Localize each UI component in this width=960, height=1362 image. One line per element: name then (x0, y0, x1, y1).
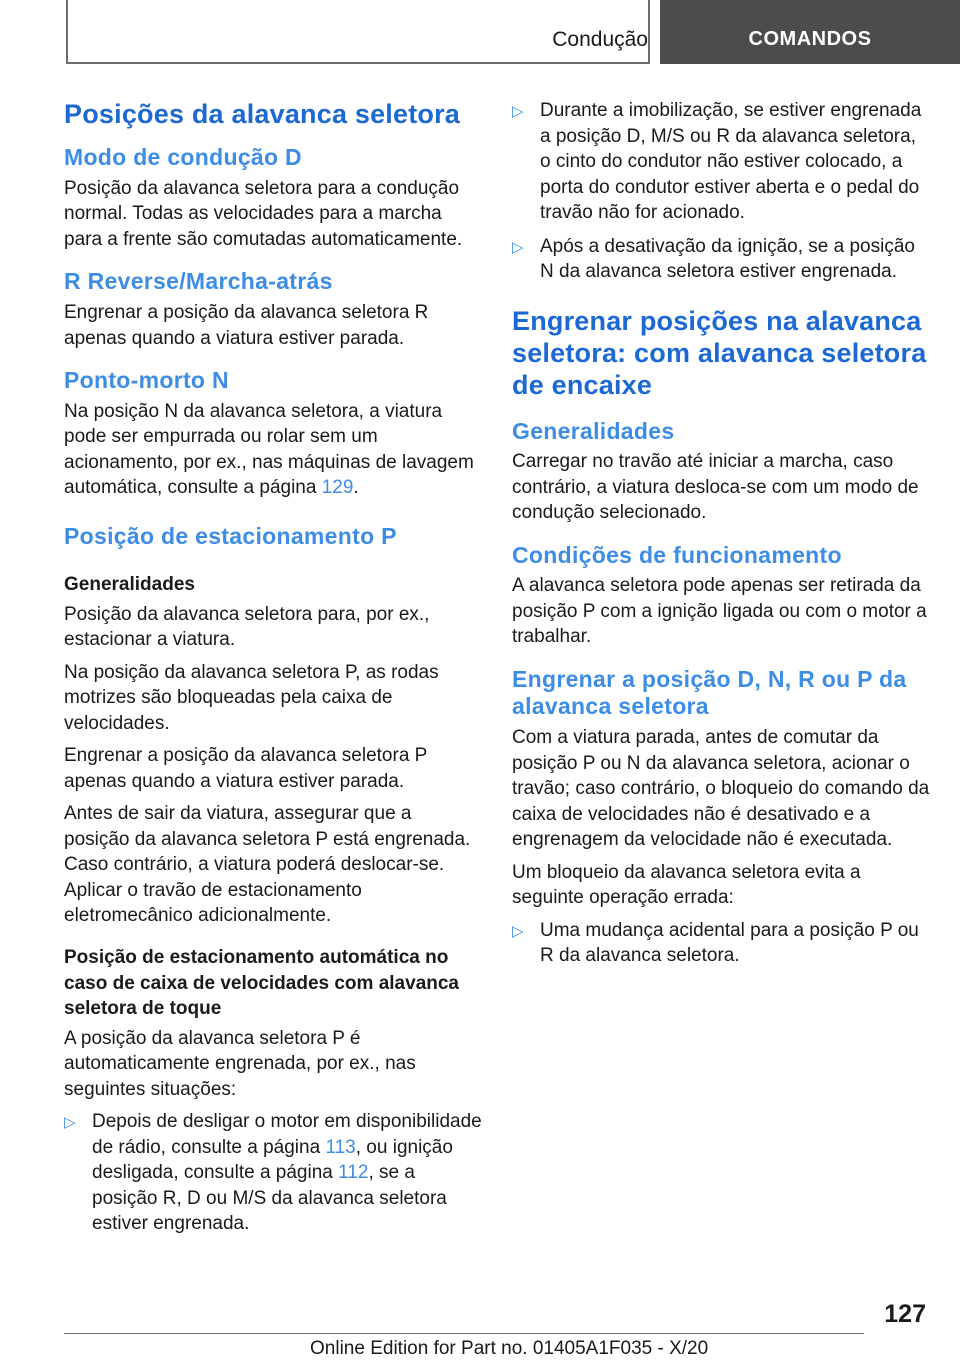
paragraph-engage-positions: Com a viatura parada, antes de comutar da posição P ou N da alavanca seletora, acionar o travão; caso contrário, o bloqueio do comando da caixa de velocidades não é desativado e a engrenagem da velocidade não é executada. (512, 727, 930, 851)
triangle-right-icon: ▷ (512, 103, 524, 120)
list-item (512, 918, 930, 969)
header-divider-right (648, 0, 650, 63)
paragraph-conditions: A alavanca seletora pode apenas ser retirada da posição P com a ignição ligada ou com o motor a trabalhar. (512, 575, 927, 648)
footer-edition: Online Edition for Part no. 01405A1F035 - X/20 (310, 1338, 709, 1359)
paragraph-park-3: Engrenar a posição da alavanca seletora P apenas quando a viatura estiver parada. (64, 745, 428, 792)
bullet-text-c: , se a posição R, D ou M/S da alavanca seletora estiver engrenada. (92, 1162, 447, 1235)
paragraph-auto-park: A posição da alavanca seletora P é automaticamente engrenada, por ex., nas seguintes situações: (64, 1027, 416, 1100)
paragraph-lock: Um bloqueio da alavanca seletora evita a seguinte operação errada: (512, 861, 861, 909)
neutral-text: Na posição N da alavanca seletora, a viatura pode ser empurrada ou rolar sem um acionamento, por ex., nas máquinas de lavagem automática, consulte a página (64, 400, 474, 499)
list-item (64, 1109, 482, 1237)
header-chapter-tab[interactable] (660, 0, 960, 64)
footer-rule (64, 1333, 864, 1334)
header-section-label: Condução (552, 28, 648, 51)
page-link-112[interactable]: 112 (338, 1162, 369, 1184)
bullet-text: Após a desativação da ignição, se a posição N da alavanca seletora estiver engrenada. (540, 235, 915, 282)
header-divider-left (66, 0, 68, 63)
heading-reverse: R Reverse/Marcha-atrás (64, 268, 333, 295)
right-column (512, 98, 930, 977)
heading-drive-mode: Modo de condução D (64, 144, 302, 171)
paragraph-park-2: Na posição da alavanca seletora P, as rodas motrizes são bloqueadas pela caixa de velocidades. (64, 661, 439, 734)
paragraph-drive-mode: Posição da alavanca seletora para a condução normal. Todas as velocidades para a marcha para a frente são comutadas automaticamente. (64, 177, 463, 250)
triangle-right-icon: ▷ (512, 922, 524, 940)
page-title: Posições da alavanca seletora (64, 99, 461, 129)
page-link-113[interactable]: 113 (325, 1136, 356, 1158)
heading-park: Posição de estacionamento P (64, 522, 397, 549)
list-item (512, 234, 930, 285)
triangle-right-icon: ▷ (64, 1114, 76, 1132)
heading-engage-positions: Engrenar a posição D, N, R ou P da alavanca seletora (512, 665, 907, 720)
header-chapter-label: COMANDOS (748, 28, 872, 50)
section-title-gear-positions: Engrenar posições na alavanca seletora: com alavanca seletora de encaixe (512, 305, 927, 401)
paragraph-reverse: Engrenar a posição da alavanca seletora R apenas quando a viatura estiver parada. (64, 302, 429, 349)
bullet-text: Durante a imobilização, se estiver engrenada a posição D, M/S ou R da alavanca seletora, o cinto do condutor não estiver colocado, a porta do condutor estiver aberta e o pedal do travão não for acionado. (540, 100, 922, 223)
left-column (64, 98, 482, 1245)
paragraph-park-1: Posição da alavanca seletora para, por ex., estacionar a viatura. (64, 603, 430, 651)
paragraph-general: Carregar no travão até iniciar a marcha, caso contrário, a viatura desloca-se com um modo de condução selecionado. (512, 451, 919, 524)
bullet-text: Uma mudança acidental para a posição P ou R da alavanca seletora. (540, 919, 919, 967)
heading-neutral: Ponto-morto N (64, 367, 229, 394)
header-rule (66, 62, 650, 64)
heading-auto-park: Posição de estacionamento automática no caso de caixa de velocidades com alavanca seletora de toque (64, 946, 460, 1020)
triangle-right-icon: ▷ (512, 238, 524, 256)
paragraph-park-4: Antes de sair da viatura, assegurar que a posição da alavanca seletora P está engrenada. Caso contrário, a viatura poderá deslocar-se. Aplicar o travão de estacionamento eletromecânico adicionalmente. (64, 803, 471, 927)
list-item (512, 98, 930, 226)
page-link-129[interactable]: 129 (321, 477, 354, 499)
heading-general: Generalidades (512, 417, 675, 444)
bullet-text-b: , ou ignição desligada, consulte a página (92, 1136, 453, 1184)
heading-park-general: Generalidades (64, 574, 195, 596)
page-number: 127 (884, 1300, 926, 1328)
neutral-text-end: . (353, 477, 359, 499)
paragraph-neutral (64, 399, 482, 501)
bullet-text-a: Depois de desligar o motor em disponibilidade de rádio, consulte a página (92, 1111, 482, 1158)
heading-conditions: Condições de funcionamento (512, 541, 842, 568)
